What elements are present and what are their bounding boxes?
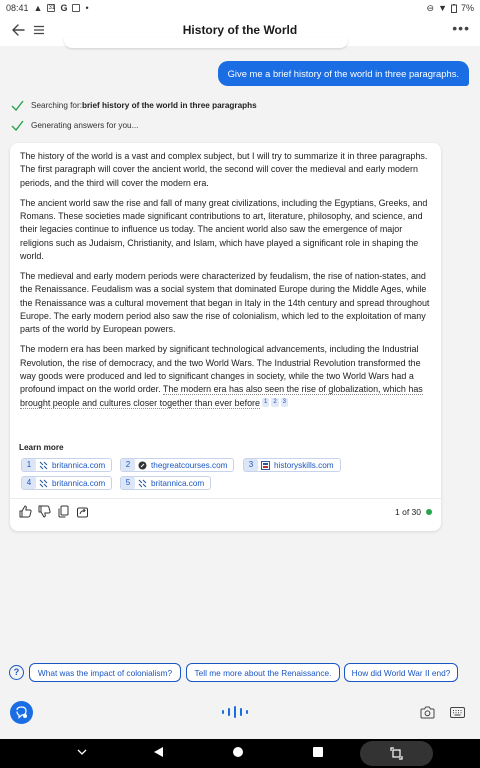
battery-icon — [451, 4, 457, 13]
generating-label: Generating answers for you... — [31, 120, 139, 130]
warning-icon: ▲ — [33, 2, 43, 13]
source-link[interactable] — [21, 458, 112, 472]
source-domain: historyskills.com — [274, 460, 334, 470]
pager-count: 1 of 30 — [395, 507, 421, 517]
new-topic-button[interactable] — [10, 701, 33, 724]
source-number: 3 — [244, 459, 258, 471]
thumbs-down-icon[interactable] — [38, 505, 51, 518]
source-number: 5 — [121, 477, 135, 489]
search-query: brief history of the world in three paragraphs — [81, 100, 257, 110]
mic-wave-bar — [228, 708, 230, 716]
answer-paragraph: The history of the world is a vast and complex subject, but I will try to summarize it in three paragraphs. The first paragraph will cover the ancient world, the second will cover the medieval and early modern periods, and the third will cover the modern era. — [20, 151, 428, 188]
help-icon[interactable]: ? — [9, 665, 24, 680]
answer-paragraph: The medieval and early modern periods were characterized by feudalism, the rise of nation-states, and the Renaissance. Feudalism was a social system that dominated Europe during the Middle Ages, while the Renaissance was a cultural movement that began in Italy in the 14th century and spread throughout Europe. The early modern period also saw the rise of colonialism, which led to the exploitation of many parts of the world by European powers. — [20, 270, 430, 335]
britannica-icon — [39, 479, 48, 488]
camera-icon[interactable] — [420, 705, 435, 719]
citation-link[interactable]: 2 — [273, 398, 277, 405]
searching-label: Searching for: — [31, 100, 82, 110]
source-link[interactable] — [120, 476, 211, 490]
status-dot — [426, 509, 432, 515]
checkmark-icon — [11, 100, 24, 111]
more-options-icon[interactable]: ••• — [452, 20, 470, 36]
answer-paragraph: The ancient world saw the rise and fall of many great civilizations, including the Egyptians, Greeks, and Romans. These societies made significant contributions to art, literature, philosophy, and science, and their legacies continue to influence us today. The ancient world also saw the emergence of major religions such as Judaism, Christianity, and Islam, which have played a significant role in shaping the world. — [20, 197, 428, 262]
keyboard-icon[interactable] — [450, 707, 465, 718]
rotate-screen-icon — [390, 747, 403, 760]
calendar-icon: 31 — [48, 5, 56, 11]
feedback-actions — [19, 505, 89, 518]
suggestion-chip[interactable]: How did World War II end? — [344, 663, 458, 682]
generating-status — [11, 118, 138, 132]
response-pager — [395, 507, 432, 517]
britannica-icon — [138, 479, 147, 488]
dot-icon: • — [85, 2, 89, 13]
new-topic-icon — [10, 701, 33, 724]
source-domain: britannica.com — [52, 460, 106, 470]
user-message-bubble: Give me a brief history of the world in three paragraphs. — [218, 61, 469, 86]
suggestion-chip[interactable]: Tell me more about the Renaissance. — [186, 663, 340, 682]
status-time: 08:41 — [6, 3, 29, 13]
source-domain: britannica.com — [151, 478, 205, 488]
source-domain: britannica.com — [52, 478, 106, 488]
nav-recents-icon[interactable] — [313, 747, 323, 757]
battery-percent: 7% — [460, 3, 474, 13]
nav-back-icon[interactable] — [153, 746, 164, 758]
status-bar — [0, 0, 480, 16]
thumbs-up-icon[interactable] — [19, 505, 32, 518]
source-link[interactable] — [120, 458, 234, 472]
mic-wave-bar — [240, 708, 242, 716]
historyskills-icon — [261, 461, 270, 470]
searching-status — [11, 98, 257, 112]
card-divider — [10, 498, 441, 499]
citation-link[interactable]: 1 — [263, 398, 268, 405]
google-icon: G — [60, 2, 68, 13]
storage-icon — [72, 4, 80, 12]
screen-rotate-button[interactable] — [360, 741, 433, 766]
wifi-icon: ▼ — [438, 2, 447, 13]
mic-wave-bar — [246, 710, 248, 714]
share-icon[interactable] — [76, 505, 89, 518]
suggestion-chip[interactable]: What was the impact of colonialism? — [29, 663, 181, 682]
source-number: 2 — [121, 459, 135, 471]
page-title: History of the World — [182, 23, 298, 37]
cited-sentence[interactable]: The modern era has also seen the rise of globalization, which has brought people and cultures closer together than ever before — [20, 384, 423, 408]
previous-card-edge — [64, 38, 348, 48]
mic-wave-bar — [222, 710, 224, 714]
checkmark-icon — [11, 120, 24, 131]
learn-more-label: Learn more — [19, 443, 64, 452]
citation-link[interactable]: 3 — [282, 398, 287, 405]
do-not-disturb-icon: ⊖ — [426, 2, 435, 13]
source-number: 1 — [22, 459, 36, 471]
mic-wave-bar — [234, 706, 236, 718]
answer-paragraph-text: The modern era has been marked by significant technological advancements, including the Industrial Revolution, the rise of democracy, and the two World Wars. The Industrial Revolution transformed the way goods were produced and led to significant changes in society, while the two World Wars had a profound impact on the world order. — [20, 344, 421, 395]
hide-keyboard-icon[interactable] — [77, 748, 87, 756]
britannica-icon — [39, 461, 48, 470]
answer-paragraph — [20, 343, 432, 410]
source-link[interactable] — [21, 476, 112, 490]
voice-input-button[interactable] — [222, 706, 248, 718]
answer-card — [10, 143, 441, 531]
copy-icon[interactable] — [57, 505, 70, 518]
source-number: 4 — [22, 477, 36, 489]
source-domain: thegreatcourses.com — [151, 460, 228, 470]
greatcourses-icon — [138, 461, 147, 470]
source-link[interactable] — [243, 458, 341, 472]
answer-body — [20, 150, 432, 417]
nav-home-icon[interactable] — [233, 747, 243, 757]
